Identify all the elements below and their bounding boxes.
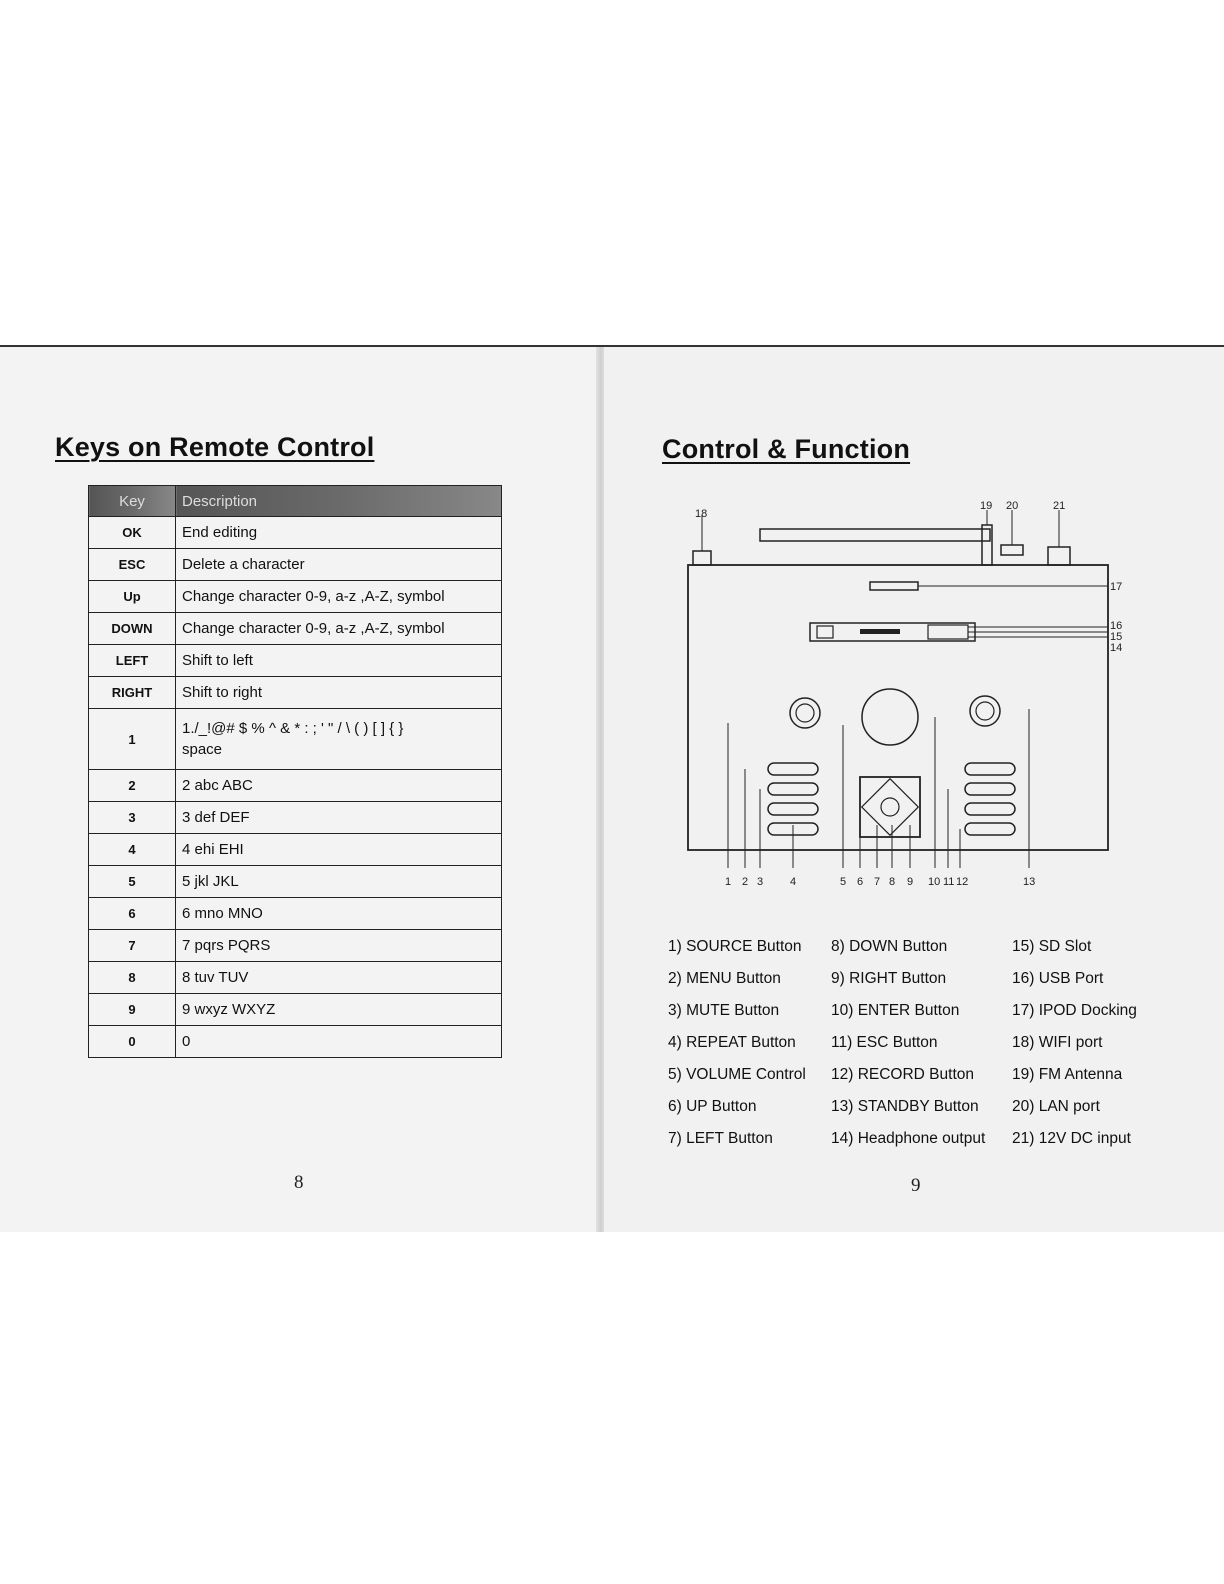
description-cell (176, 517, 502, 549)
table-row (89, 962, 502, 994)
description-text: Delete a character (182, 556, 305, 573)
description-text: Change character 0-9, a-z ,A-Z, symbol (182, 588, 445, 605)
description-cell (176, 645, 502, 677)
remote-keys-table (88, 485, 502, 1058)
table-row (89, 802, 502, 834)
diagram-label-5: 5 (840, 876, 847, 888)
diagram-label-16: 16 (1110, 620, 1123, 632)
description-cell (176, 930, 502, 962)
function-item: 10) ENTER Button (831, 1002, 960, 1019)
table-header-row (89, 486, 502, 517)
key-cell: RIGHT (89, 677, 176, 709)
function-item: 1) SOURCE Button (668, 938, 802, 955)
diagram-label-10: 10 (928, 876, 941, 888)
key-cell: 7 (89, 930, 176, 962)
key-cell: OK (89, 517, 176, 549)
description-text: 6 mno MNO (182, 905, 263, 922)
table-row (89, 1026, 502, 1058)
diagram-label-14: 14 (1110, 642, 1123, 654)
description-cell (176, 802, 502, 834)
device-diagram-svg (660, 495, 1160, 895)
key-cell: Up (89, 581, 176, 613)
description-cell (176, 834, 502, 866)
diagram-label-21: 21 (1053, 500, 1066, 512)
function-list-col2 (831, 933, 985, 1157)
description-cell (176, 549, 502, 581)
function-item: 20) LAN port (1012, 1098, 1100, 1115)
description-cell (176, 1026, 502, 1058)
function-item: 15) SD Slot (1012, 938, 1092, 955)
table-row (89, 517, 502, 549)
description-text: End editing (182, 524, 258, 541)
description-text: 2 abc ABC (182, 777, 253, 794)
key-cell: LEFT (89, 645, 176, 677)
diagram-label-6: 6 (857, 876, 864, 888)
function-item: 4) REPEAT Button (668, 1034, 796, 1051)
function-list-col1 (668, 933, 806, 1157)
function-item: 2) MENU Button (668, 970, 781, 987)
function-item: 13) STANDBY Button (831, 1098, 979, 1115)
diagram-label-18: 18 (695, 508, 708, 520)
table-row (89, 677, 502, 709)
table-row (89, 709, 502, 770)
diagram-label-11: 11 (943, 876, 955, 888)
table-row (89, 866, 502, 898)
description-text-line2: space (182, 741, 223, 758)
diagram-label-7: 7 (874, 876, 881, 888)
description-text: 1./_!@# $ % ^ & * : ; ' " / \ ( ) [ ] { } (182, 720, 404, 737)
table-row (89, 834, 502, 866)
function-item: 7) LEFT Button (668, 1130, 773, 1147)
key-cell: ESC (89, 549, 176, 581)
table-row (89, 994, 502, 1026)
diagram-label-4: 4 (790, 876, 797, 888)
description-cell (176, 581, 502, 613)
table-header-description: Description (176, 486, 502, 517)
page-number-left: 8 (294, 1172, 304, 1193)
device-diagram (660, 495, 1160, 895)
description-cell (176, 962, 502, 994)
key-cell: 5 (89, 866, 176, 898)
description-text: 3 def DEF (182, 809, 250, 826)
description-text: 7 pqrs PQRS (182, 937, 271, 954)
description-cell (176, 613, 502, 645)
key-cell: 4 (89, 834, 176, 866)
diagram-label-9: 9 (907, 876, 914, 888)
function-item: 11) ESC Button (831, 1034, 938, 1051)
diagram-label-1: 1 (725, 876, 732, 888)
function-item: 21) 12V DC input (1012, 1130, 1131, 1147)
function-list-col3 (1012, 933, 1137, 1157)
function-item: 6) UP Button (668, 1098, 757, 1115)
description-text: 0 (182, 1033, 191, 1050)
function-item: 3) MUTE Button (668, 1002, 780, 1019)
description-text: Change character 0-9, a-z ,A-Z, symbol (182, 620, 445, 637)
description-cell (176, 770, 502, 802)
control-function-heading: Control & Function (662, 434, 911, 464)
description-text: 9 wxyz WXYZ (182, 1001, 276, 1018)
diagram-label-19: 19 (980, 500, 993, 512)
remote-keys-heading: Keys on Remote Control (55, 432, 375, 462)
description-text: Shift to left (182, 652, 253, 669)
table-row (89, 770, 502, 802)
function-item: 16) USB Port (1012, 970, 1104, 987)
table-row (89, 645, 502, 677)
description-cell (176, 709, 502, 770)
description-cell (176, 866, 502, 898)
diagram-label-15: 15 (1110, 631, 1123, 643)
function-item: 8) DOWN Button (831, 938, 948, 955)
table-body (89, 517, 502, 1058)
function-item: 17) IPOD Docking (1012, 1002, 1137, 1019)
key-cell: 9 (89, 994, 176, 1026)
key-cell: DOWN (89, 613, 176, 645)
description-cell (176, 677, 502, 709)
table-row (89, 613, 502, 645)
function-item: 9) RIGHT Button (831, 970, 947, 987)
function-item: 12) RECORD Button (831, 1066, 974, 1083)
diagram-label-3: 3 (757, 876, 764, 888)
description-text: 8 tuv TUV (182, 969, 249, 986)
diagram-label-17: 17 (1110, 581, 1123, 593)
key-cell: 8 (89, 962, 176, 994)
diagram-label-8: 8 (889, 876, 896, 888)
table-row (89, 930, 502, 962)
key-cell: 3 (89, 802, 176, 834)
key-cell: 6 (89, 898, 176, 930)
description-text: 4 ehi EHI (182, 841, 244, 858)
diagram-label-12: 12 (956, 876, 969, 888)
description-text: Shift to right (182, 684, 263, 701)
description-cell (176, 898, 502, 930)
table-row (89, 898, 502, 930)
table-row (89, 581, 502, 613)
key-cell: 2 (89, 770, 176, 802)
key-cell: 0 (89, 1026, 176, 1058)
function-item: 18) WIFI port (1012, 1034, 1103, 1051)
function-item: 19) FM Antenna (1012, 1066, 1123, 1083)
page-number-right: 9 (911, 1175, 921, 1196)
table-header-key: Key (89, 486, 176, 517)
function-item: 14) Headphone output (831, 1130, 986, 1147)
diagram-label-20: 20 (1006, 500, 1019, 512)
diagram-label-2: 2 (742, 876, 749, 888)
diagram-label-13: 13 (1023, 876, 1036, 888)
table-row (89, 549, 502, 581)
description-text: 5 jkl JKL (182, 873, 239, 890)
function-item: 5) VOLUME Control (668, 1066, 806, 1083)
key-cell: 1 (89, 709, 176, 770)
description-cell (176, 994, 502, 1026)
